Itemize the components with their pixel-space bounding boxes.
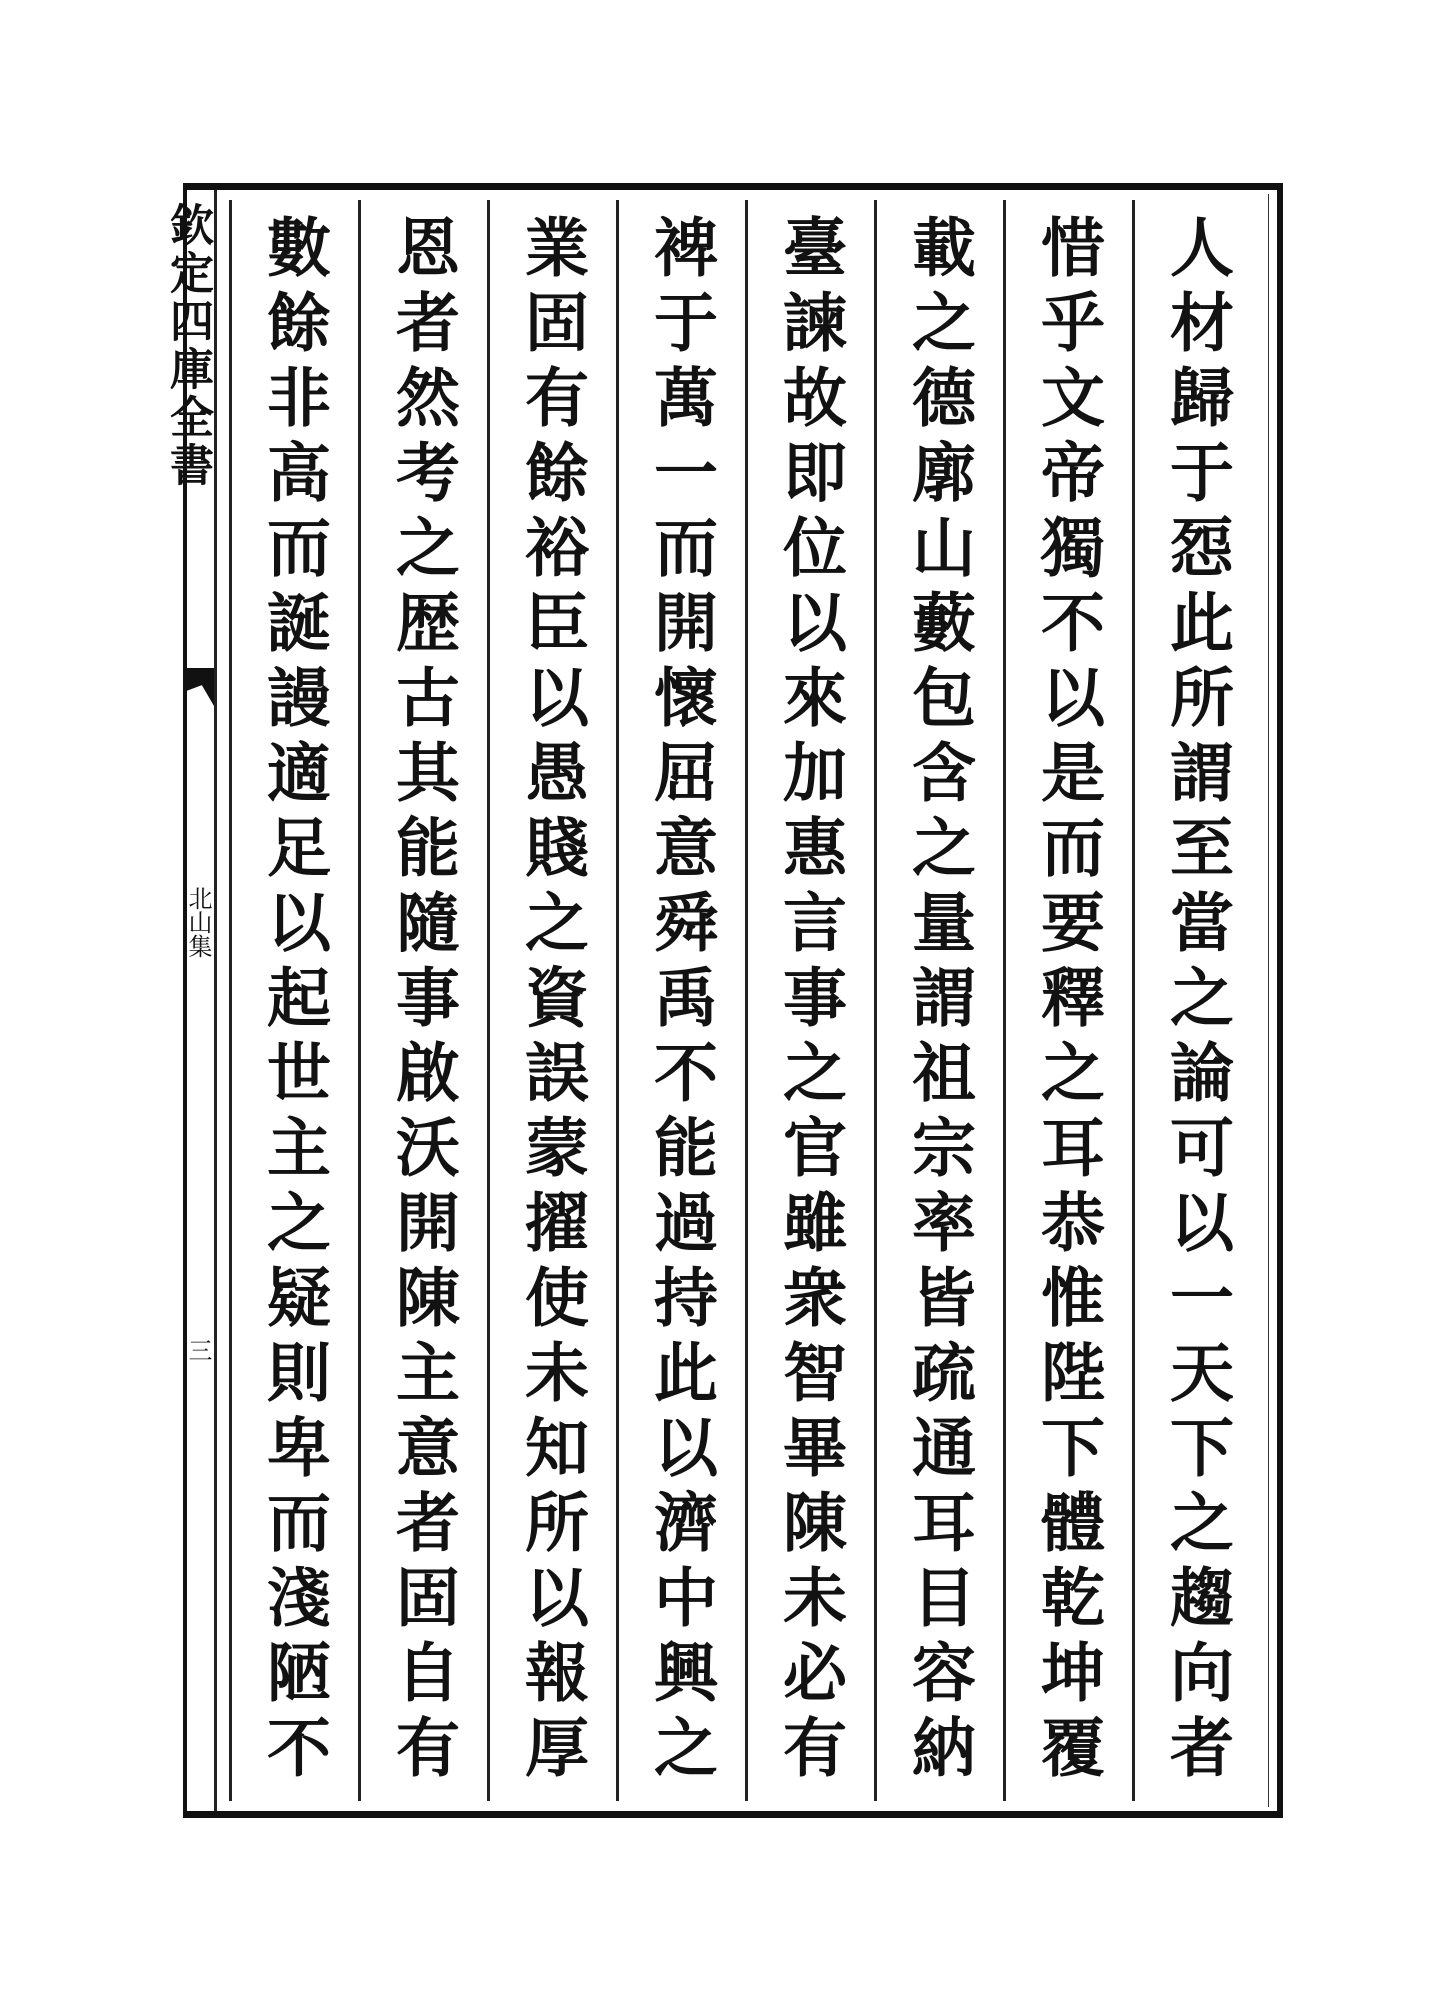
text-column [745,200,874,1801]
page-margin-strip [162,190,217,1811]
text-column [1132,200,1261,1801]
text-columns [229,200,1261,1801]
text-column [487,200,616,1801]
margin-page-number: 三 [184,1338,212,1362]
column-text: 裨于萬一而開懷屈意舜禹不能過持此以濟中興之 [643,214,718,1789]
page-frame [162,183,1283,1818]
margin-header-text: 欽定四庫全書 [162,202,213,490]
column-text: 數餘非高而誕謾適足以起世主之疑則卑而淺陋不 [256,214,331,1789]
text-column [358,200,487,1801]
column-text: 人材歸于㤪此所謂至當之論可以一天下之趨向者 [1159,214,1234,1789]
text-column [874,200,1003,1801]
column-text: 業固有餘裕臣以愚賤之資誤蒙擢使未知所以報厚 [514,214,589,1789]
fish-tail-mark-icon [187,668,214,706]
column-text: 惜乎文帝獨不以是而要釋之耳恭惟陛下體乾坤覆 [1030,214,1105,1789]
column-text: 恩者然考之歴古其能隨事啟沃開陳主意者固自有 [385,214,460,1789]
text-column [616,200,745,1801]
text-column [1003,200,1132,1801]
column-text: 臺諫故即位以來加惠言事之官雖衆智畢陳未必有 [772,214,847,1789]
text-column [229,200,358,1801]
margin-book-title: 北山集 [184,886,212,958]
column-text: 載之德廓山藪包含之量謂祖宗率皆疏通耳目容納 [901,214,976,1789]
